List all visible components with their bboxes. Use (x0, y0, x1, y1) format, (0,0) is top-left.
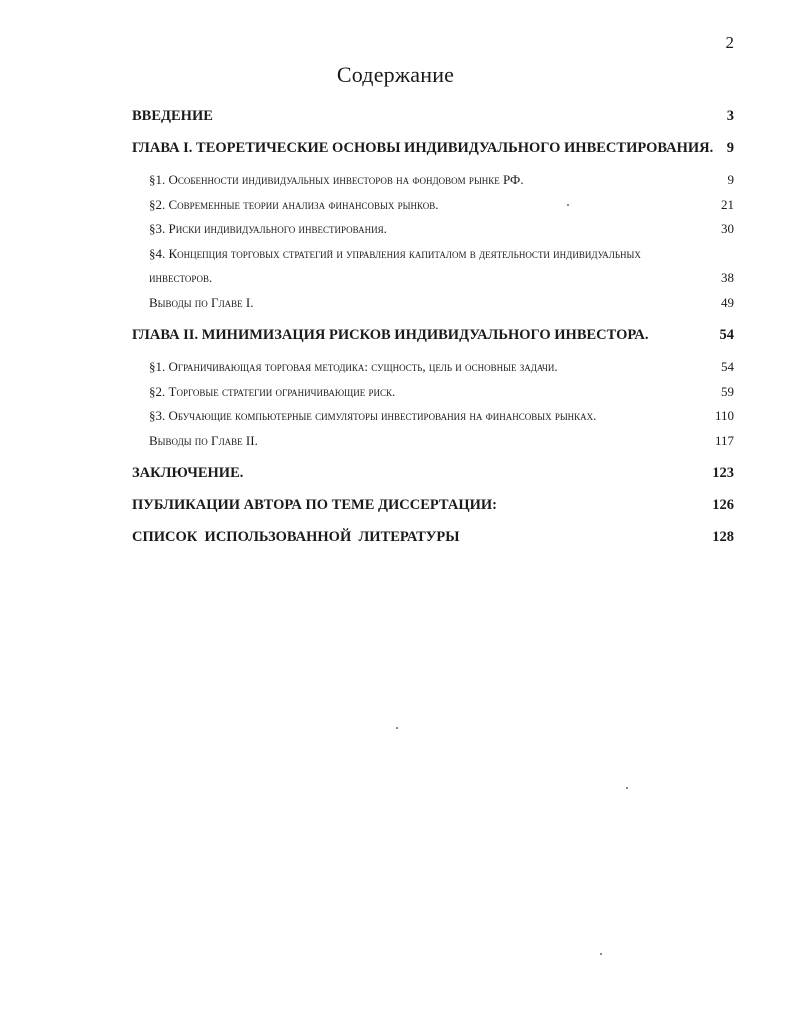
toc-entry-page: 30 (721, 221, 734, 236)
toc-entry-page: 54 (719, 327, 734, 343)
toc-entry-title: Выводы по Главе II. (149, 432, 258, 448)
toc-entry-title: ЗАКЛЮЧЕНИЕ. (132, 465, 244, 481)
toc-entry-title: ГЛАВА I. ТЕОРЕТИЧЕСКИЕ ОСНОВЫ ИНДИВИДУАЛЬНОГО ИНВЕСТИРОВАНИЯ. (132, 140, 714, 156)
toc-entry-page: 128 (712, 529, 734, 545)
scan-speck (626, 787, 628, 789)
toc-entry-chapter-1[interactable] (132, 136, 734, 160)
toc-entry-chapter-2-section-1[interactable] (132, 355, 734, 380)
toc-entry-page: 110 (714, 408, 734, 423)
toc-entry-title: ГЛАВА II. МИНИМИЗАЦИЯ РИСКОВ ИНДИВИДУАЛЬНОГО ИНВЕСТОРА. (132, 327, 649, 343)
toc-entry-title: §4. Концепция торговых стратегий и управления капиталом в деятельности индивидуальных инвесторов. (149, 245, 641, 285)
toc-entry-chapter-2-conclusions[interactable] (132, 429, 734, 454)
toc-entry-title: Выводы по Главе I. (149, 294, 254, 310)
toc-entry-conclusion[interactable] (132, 461, 734, 485)
toc-entry-title: §2. Современные теории анализа финансовых рынков. (149, 196, 439, 212)
toc-entry-chapter-1-conclusions[interactable] (132, 291, 734, 316)
scan-speck (600, 953, 602, 955)
toc-entry-page: 59 (721, 383, 734, 399)
toc-entry-publications[interactable] (132, 493, 734, 517)
toc-entry-page: 126 (712, 497, 734, 513)
toc-entry-chapter-1-section-2[interactable] (132, 193, 734, 218)
toc-entry-chapter-2-section-2[interactable] (132, 380, 734, 405)
toc-entry-page: 54 (721, 359, 734, 374)
toc-entry-page: 9 (727, 172, 734, 187)
toc-entry-page: 21 (721, 196, 734, 212)
toc-entry-introduction[interactable] (132, 104, 734, 128)
table-of-contents (132, 104, 734, 549)
toc-entry-title: §1. Особенности индивидуальных инвесторов на фондовом рынке РФ. (149, 172, 524, 187)
scan-speck (567, 204, 569, 206)
toc-entry-chapter-2-section-3[interactable] (132, 404, 734, 429)
toc-entry-chapter-2[interactable] (132, 323, 734, 347)
toc-entry-title: §3. Обучающие компьютерные симуляторы инвестирования на финансовых рынках. (149, 408, 597, 423)
toc-entry-page: 3 (726, 108, 734, 124)
toc-entry-title: ПУБЛИКАЦИИ АВТОРА ПО ТЕМЕ ДИССЕРТАЦИИ: (132, 497, 497, 513)
toc-entry-chapter-1-section-1[interactable] (132, 168, 734, 193)
toc-entry-title: §3. Риски индивидуального инвестирования. (149, 221, 387, 236)
toc-entry-chapter-1-section-4[interactable] (132, 242, 734, 291)
toc-entry-page: 123 (712, 465, 734, 481)
toc-entry-page: 49 (721, 294, 734, 310)
toc-entry-title: ВВЕДЕНИЕ (132, 108, 213, 124)
toc-entry-page: 38 (721, 270, 734, 285)
toc-entry-title: СПИСОК ИСПОЛЬЗОВАННОЙ ЛИТЕРАТУРЫ (132, 529, 460, 545)
toc-entry-page: 117 (714, 432, 734, 448)
toc-entry-page: 9 (726, 140, 734, 156)
page-title: Содержание (336, 62, 455, 87)
toc-entry-chapter-1-section-3[interactable] (132, 217, 734, 242)
toc-entry-title: §2. Торговые стратегии ограничивающие риск. (149, 383, 396, 399)
scan-speck (396, 727, 398, 729)
toc-entry-bibliography[interactable] (132, 525, 734, 549)
toc-entry-title: §1. Ограничивающая торговая методика: сущность, цель и основные задачи. (149, 359, 558, 374)
page-number: 2 (725, 33, 734, 52)
